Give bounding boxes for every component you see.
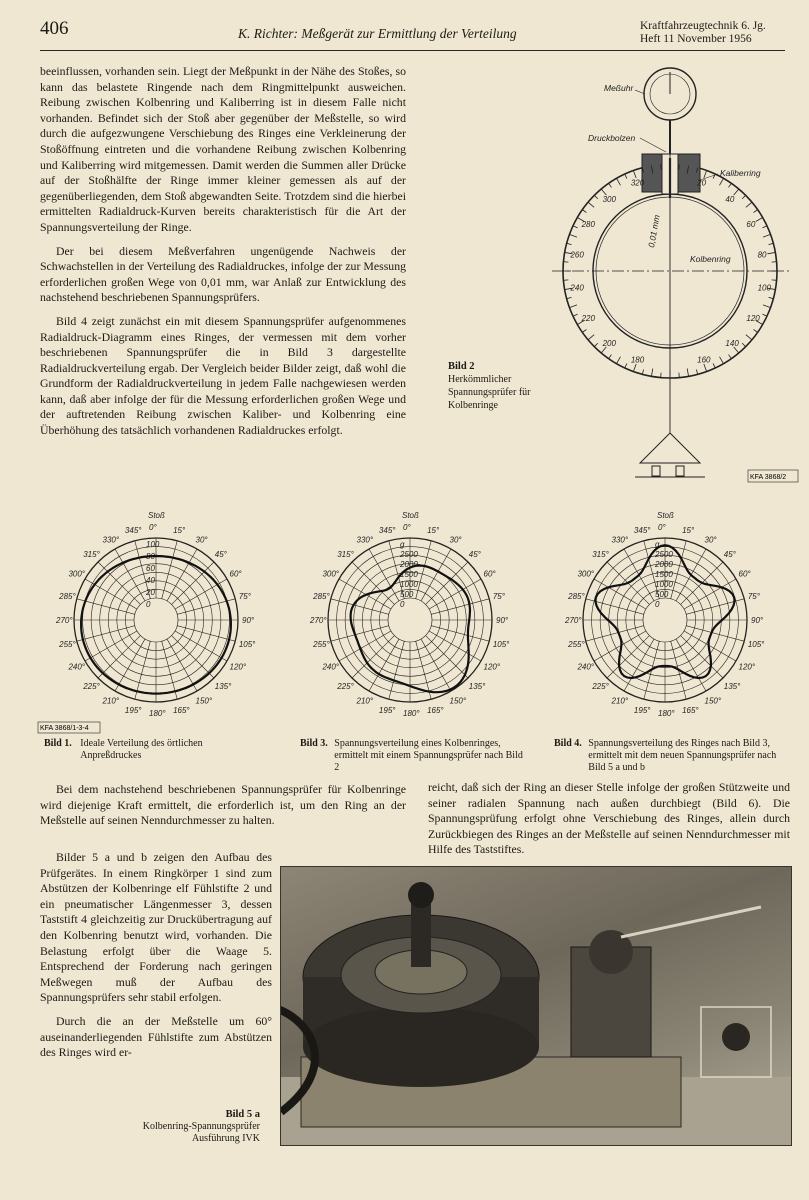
label-kaliberring: Kaliberring xyxy=(720,168,761,178)
scale-tick xyxy=(573,314,578,316)
angle-label: 30° xyxy=(195,535,208,545)
angle-label: 240° xyxy=(577,662,595,672)
angle-label: 30° xyxy=(704,535,717,545)
scale-tick xyxy=(720,178,724,185)
bild-4-caption-text: Spannungsverteilung des Ringes nach Bild 3, ermittelt mit dem neuen Spannungsprüfer nach Bild 5 a und b xyxy=(588,738,777,773)
radial-label: 80 xyxy=(146,552,155,561)
angle-label: 240° xyxy=(68,662,86,672)
scale-tick xyxy=(734,189,739,195)
angle-label: 60° xyxy=(229,569,242,579)
scale-tick xyxy=(594,343,598,347)
angle-label: 225° xyxy=(592,681,609,691)
scale-tick xyxy=(763,234,771,237)
paragraph: Bilder 5 a und b zeigen den Aufbau des Prüfgerätes. In einem Ringkörper 1 sind zum Abstützen der Kolbenringe elf Fühlstifte 2 und ein pneumatischer Längenmesser 3, dessen Taststift 4 gleichzeitig zur Druckübertragung auf den Kolbenring benutzt wird, vorhanden. Die Belastung erfolgt über die Waage 5. Entsprechend der Forderung nach geringen Meßwegen muß der Aufbau des Spannungsprüfers sehr stabil erfolgen. xyxy=(40,850,272,1005)
angle-label: 105° xyxy=(238,640,256,650)
angle-label: 195° xyxy=(633,705,651,715)
radial-label: 500 xyxy=(655,590,669,599)
stoss-label: Stoß xyxy=(402,511,419,520)
scale-tick xyxy=(769,243,774,244)
paragraph: beeinflussen, vorhanden sein. Liegt der Meßpunkt in der Nähe des Stoßes, so kann das belastete Ringende nach dem Ringmittelpunkt ausweichen. Reibung zwischen Kolbenring und Kaliberring ist in diesem Falle nicht vorhanden. Befindet sich der Stoß aber gegenüber der Meßstelle, so wird durch die aufgezwungene Verschiebung des Ringes eine Verkleinerung der Stoßöffnung eintreten und die vorhandene Reibung zwischen Kolbenring und Kaliberring wird mitgemessen. Damit werden die Summen aller Drücke auf der Stoßhälfte der Ringe immer kleiner gemessen als auf der gegenüberliegenden, dem Stoß abgewandten Seite. Trotzdem sind die hierbei ermittelten Radialdruck-Kurven bereits charakteristisch für die Art der Spannungsverteilung der Ringe. xyxy=(40,64,406,234)
angle-label: 285° xyxy=(59,591,76,601)
angle-label: 240° xyxy=(322,662,340,672)
scale-label-right: 20 xyxy=(697,178,707,188)
scale-label-left: 300 xyxy=(602,194,616,204)
scale-tick xyxy=(696,370,697,375)
angle-label: 270° xyxy=(565,616,582,625)
angle-label: 330° xyxy=(102,535,120,545)
radial-label: 2000 xyxy=(400,560,418,569)
figure-2-caption-title: Bild 2 xyxy=(448,361,475,372)
radial-label: 500 xyxy=(400,590,414,599)
scale-label-right: 80 xyxy=(757,250,767,260)
paragraph: Bild 4 zeigt zunächst ein mit diesem Spannungsprüfer aufgenommenes Radialdruck-Diagramm eines Ringes, der vermessen mit dem vorher beschriebenen Spannungsprüfer die in Bild 3 dargestellte Radialdruckverteilung ergab. Der Vergleich beider Bilder zeigt, daß wohl die Grundform der Radialdruckverteilung in jedem Falle nachgewiesen werden kann, daß aber infolge der für die Messung erforderlichen großen Wege und der auftretenden Reibung zwischen Kaliber- und Kolbenring eine Überhöhung des tatsächlich vorhandenen Radialdruckes erfolgt. xyxy=(40,313,406,438)
angle-label: 195° xyxy=(378,705,396,715)
figure-2-stamp: KFA 3868/2 xyxy=(750,474,787,481)
angle-label: 285° xyxy=(313,591,330,601)
radial-label: 40 xyxy=(146,576,155,585)
figure-5a-caption-title: Bild 5 a xyxy=(225,1109,260,1120)
polar-spoke xyxy=(389,641,405,699)
scale-tick xyxy=(588,335,594,340)
scale-tick xyxy=(729,183,732,187)
angle-label: 255° xyxy=(568,640,585,650)
angle-label: 345° xyxy=(633,526,651,536)
angle-label: 255° xyxy=(313,640,330,650)
scale-tick xyxy=(754,210,758,213)
bild-3-caption-text: Spannungsverteilung eines Kolbenringes, ermittelt mit einem Spannungsprüfer nach Bild 2 xyxy=(334,738,523,773)
angle-label: 150° xyxy=(195,696,213,706)
angle-label: 135° xyxy=(723,681,741,691)
scale-tick xyxy=(609,183,612,187)
angle-label: 105° xyxy=(492,640,510,650)
bild-3-caption xyxy=(300,738,540,774)
running-title: K. Richter: Meßgerät zur Ermittlung der Verteilung xyxy=(238,26,517,41)
polar-spoke xyxy=(77,626,135,642)
bild-1-caption xyxy=(44,738,284,762)
paragraph: Der bei diesem Meßverfahren ungenügende Nachweis der Schwachstellen in der Verteilung des Radialdruckes, infolge der zur Messung erforderlichen großen Wege von 0,01 mm, war Anlaß zur Entwicklung des nachstehend beschriebenen Spannungsprüfers. xyxy=(40,243,406,305)
scale-tick xyxy=(704,364,707,372)
scale-tick xyxy=(762,314,767,316)
scale-label-left: 280 xyxy=(581,220,595,229)
scale-tick xyxy=(762,226,767,228)
angle-label: 315° xyxy=(337,550,354,560)
angle-label: 165° xyxy=(682,705,699,715)
label-kolbenring: Kolbenring xyxy=(690,254,731,264)
angle-label: 90° xyxy=(496,616,509,625)
top-text-column xyxy=(40,64,406,447)
radial-label: 2500 xyxy=(655,550,673,559)
scale-tick xyxy=(687,368,688,376)
scale-tick xyxy=(763,305,771,308)
journal-line-2: Heft 11 November 1956 xyxy=(640,33,752,45)
bild-4-caption-title: Bild 4. xyxy=(554,738,582,749)
paragraph: Bei dem nachstehend beschriebenen Spannungsprüfer für Kolbenringe wird diejenige Kraft ermittelt, die erforderlich ist, um den Ring an der Meßstelle auf seinen Nenndurchmesser zu halten. xyxy=(40,782,406,828)
scale-label-right: 60 xyxy=(746,220,756,229)
paragraph: reicht, daß sich der Ring an dieser Stelle infolge der großen Stützweite und seiner radialen Spannung nach außen durchbiegt (Bild 6). Die Spannungsprüfung erfolgt ohne Verschiebung des Ringes, allein durch Zurückbiegen des Ringes an der Meßstelle auf seinen Nenndurchmesser mit Hilfe des Taststiftes. xyxy=(428,780,790,857)
figure-5a-caption xyxy=(120,1108,260,1145)
polar-spoke xyxy=(416,541,432,599)
bild-1-caption-text: Ideale Verteilung des örtlichen Anpreßdruckes xyxy=(80,738,203,761)
angle-label: 120° xyxy=(483,662,501,672)
scale-tick xyxy=(569,234,577,237)
angle-label: 255° xyxy=(59,640,76,650)
scale-tick xyxy=(588,202,594,207)
figure-5a-caption-text: Kolbenring-Spannungsprüfer Ausführung IVK xyxy=(142,1121,260,1144)
angle-label: 45° xyxy=(468,550,481,560)
bottom-right-text xyxy=(428,780,790,866)
angle-label: 15° xyxy=(682,526,695,536)
polar-grid xyxy=(74,538,238,702)
bild-3-polar-chart xyxy=(290,490,530,735)
radial-label: 0 xyxy=(655,600,660,609)
bild-1-polar-chart xyxy=(36,490,276,735)
angle-label: 180° xyxy=(658,709,675,718)
stoss-label: Stoß xyxy=(657,511,674,520)
polar-spoke xyxy=(177,626,235,642)
scale-tick xyxy=(746,202,752,207)
label-001mm: 0,01 mm xyxy=(646,214,662,249)
label-messuhr: Meßuhr xyxy=(604,83,634,93)
page-number: 406 xyxy=(40,18,69,39)
scale-tick xyxy=(642,370,643,375)
angle-label: 120° xyxy=(738,662,756,672)
label-druckbolzen: Druckbolzen xyxy=(588,133,636,143)
scale-tick xyxy=(742,343,746,347)
scale-label-left: 240 xyxy=(570,283,584,293)
angle-label: 0° xyxy=(403,523,411,532)
paragraph: Durch die an der Meßstelle um 60° auseinanderliegenden Fühlstifte zum Abstützen des Ringes wird er- xyxy=(40,1013,272,1060)
angle-label: 150° xyxy=(704,696,722,706)
angle-label: 330° xyxy=(611,535,629,545)
angle-label: 345° xyxy=(124,526,142,536)
angle-label: 90° xyxy=(751,616,764,625)
scale-label-right: 100 xyxy=(757,283,771,293)
angle-label: 180° xyxy=(403,709,420,718)
angle-label: 315° xyxy=(83,550,100,560)
scale-tick xyxy=(651,368,652,376)
radial-label: 100 xyxy=(146,540,160,549)
figure-2-caption xyxy=(448,360,558,412)
scale-tick xyxy=(582,330,586,333)
journal-line-1: Kraftfahrzeugtechnik 6. Jg. xyxy=(640,20,766,32)
angle-label: 30° xyxy=(449,535,462,545)
angle-label: 270° xyxy=(310,616,327,625)
angle-label: 135° xyxy=(214,681,232,691)
angle-label: 120° xyxy=(229,662,247,672)
angle-label: 210° xyxy=(356,696,374,706)
scale-tick xyxy=(617,357,621,364)
radial-label: 1000 xyxy=(655,580,673,589)
angle-label: 60° xyxy=(483,569,496,579)
angle-label: 165° xyxy=(427,705,444,715)
bild-3-caption-title: Bild 3. xyxy=(300,738,328,749)
bottom-left-top-text xyxy=(40,782,406,837)
radial-label: 0 xyxy=(400,600,405,609)
angle-label: 225° xyxy=(337,681,354,691)
stoss-label: Stoß xyxy=(148,511,165,520)
scale-tick xyxy=(633,364,636,372)
polar-ring xyxy=(643,598,687,642)
polar-ring xyxy=(134,598,178,642)
scale-tick xyxy=(754,330,758,333)
scale-tick xyxy=(567,297,572,298)
scale-label-right: 140 xyxy=(725,339,739,349)
scale-label-right: 40 xyxy=(725,194,735,204)
bild-1-stamp: KFA 3868/1-3-4 xyxy=(40,725,89,732)
angle-label: 210° xyxy=(102,696,120,706)
scale-tick xyxy=(742,195,746,199)
scale-tick xyxy=(756,218,763,222)
header-rule xyxy=(40,50,785,51)
scale-tick xyxy=(633,170,636,178)
figure-5a-photo xyxy=(280,866,792,1146)
scale-label-right: 160 xyxy=(697,355,711,365)
bild-4-caption xyxy=(554,738,794,774)
scale-tick xyxy=(746,335,752,340)
angle-label: 45° xyxy=(214,550,227,560)
scale-tick xyxy=(582,210,586,213)
radial-label: g xyxy=(400,540,405,549)
scale-tick xyxy=(713,363,715,368)
angle-label: 300° xyxy=(322,569,340,579)
scale-tick xyxy=(625,363,627,368)
radial-label: 1500 xyxy=(655,570,673,579)
polar-spoke xyxy=(431,626,489,642)
scale-tick xyxy=(625,174,627,179)
figure-2-caption-text: Herkömmlicher Spannungsprüfer für Kolbenringe xyxy=(448,374,531,411)
scale-tick xyxy=(720,357,724,364)
scale-label-left: 260 xyxy=(570,250,584,260)
radial-label: 1500 xyxy=(400,570,418,579)
angle-label: 330° xyxy=(356,535,374,545)
scale-label-left: 200 xyxy=(602,339,616,349)
angle-label: 75° xyxy=(747,591,760,601)
radial-label: 1000 xyxy=(400,580,418,589)
scale-tick xyxy=(617,178,621,185)
angle-label: 225° xyxy=(83,681,100,691)
scale-tick xyxy=(767,252,775,253)
angle-label: 165° xyxy=(173,705,190,715)
radial-label: 2000 xyxy=(655,560,673,569)
radial-label: 60 xyxy=(146,564,155,573)
scale-tick xyxy=(729,355,732,359)
angle-label: 75° xyxy=(238,591,251,601)
angle-label: 150° xyxy=(449,696,467,706)
bild-1-caption-title: Bild 1. xyxy=(44,738,72,749)
radial-label: 20 xyxy=(146,588,155,597)
angle-label: 345° xyxy=(378,526,396,536)
scale-tick xyxy=(594,195,598,199)
figure-2-diagram xyxy=(430,58,800,488)
angle-label: 105° xyxy=(747,640,765,650)
scale-label-left: 220 xyxy=(581,314,595,323)
journal-info xyxy=(640,20,800,46)
angle-label: 300° xyxy=(577,569,595,579)
scale-tick xyxy=(573,226,578,228)
polar-spoke xyxy=(162,541,178,599)
angle-label: 15° xyxy=(427,526,440,536)
angle-label: 135° xyxy=(468,681,486,691)
scale-tick xyxy=(569,305,577,308)
scale-tick xyxy=(769,297,774,298)
polar-spoke xyxy=(431,599,489,615)
angle-label: 75° xyxy=(492,591,505,601)
angle-label: 270° xyxy=(56,616,73,625)
scale-tick xyxy=(609,355,612,359)
angle-label: 15° xyxy=(173,526,186,536)
angle-label: 315° xyxy=(592,550,609,560)
scale-label-left: 320 xyxy=(630,178,645,188)
polar-ring xyxy=(388,598,432,642)
angle-label: 0° xyxy=(658,523,666,532)
scale-label-left: 180 xyxy=(630,355,645,365)
angle-label: 210° xyxy=(611,696,629,706)
polar-spoke xyxy=(331,599,389,615)
radial-label: g xyxy=(655,540,660,549)
angle-label: 195° xyxy=(124,705,142,715)
scale-label-right: 120 xyxy=(746,314,760,323)
angle-label: 45° xyxy=(723,550,736,560)
angle-label: 180° xyxy=(149,709,166,718)
angle-label: 285° xyxy=(568,591,585,601)
radial-label: 0 xyxy=(146,600,151,609)
apparatus-illustration xyxy=(281,867,791,1145)
scale-tick xyxy=(704,170,707,178)
angle-label: 300° xyxy=(68,569,86,579)
angle-label: 90° xyxy=(242,616,255,625)
scale-tick xyxy=(713,174,715,179)
angle-label: 60° xyxy=(738,569,751,579)
bottom-left-narrow-text xyxy=(40,850,272,1069)
angle-label: 0° xyxy=(149,523,157,532)
polar-spoke xyxy=(331,626,389,642)
radial-label: 2500 xyxy=(400,550,418,559)
scale-tick xyxy=(567,243,572,244)
bild-4-polar-chart xyxy=(545,490,785,735)
